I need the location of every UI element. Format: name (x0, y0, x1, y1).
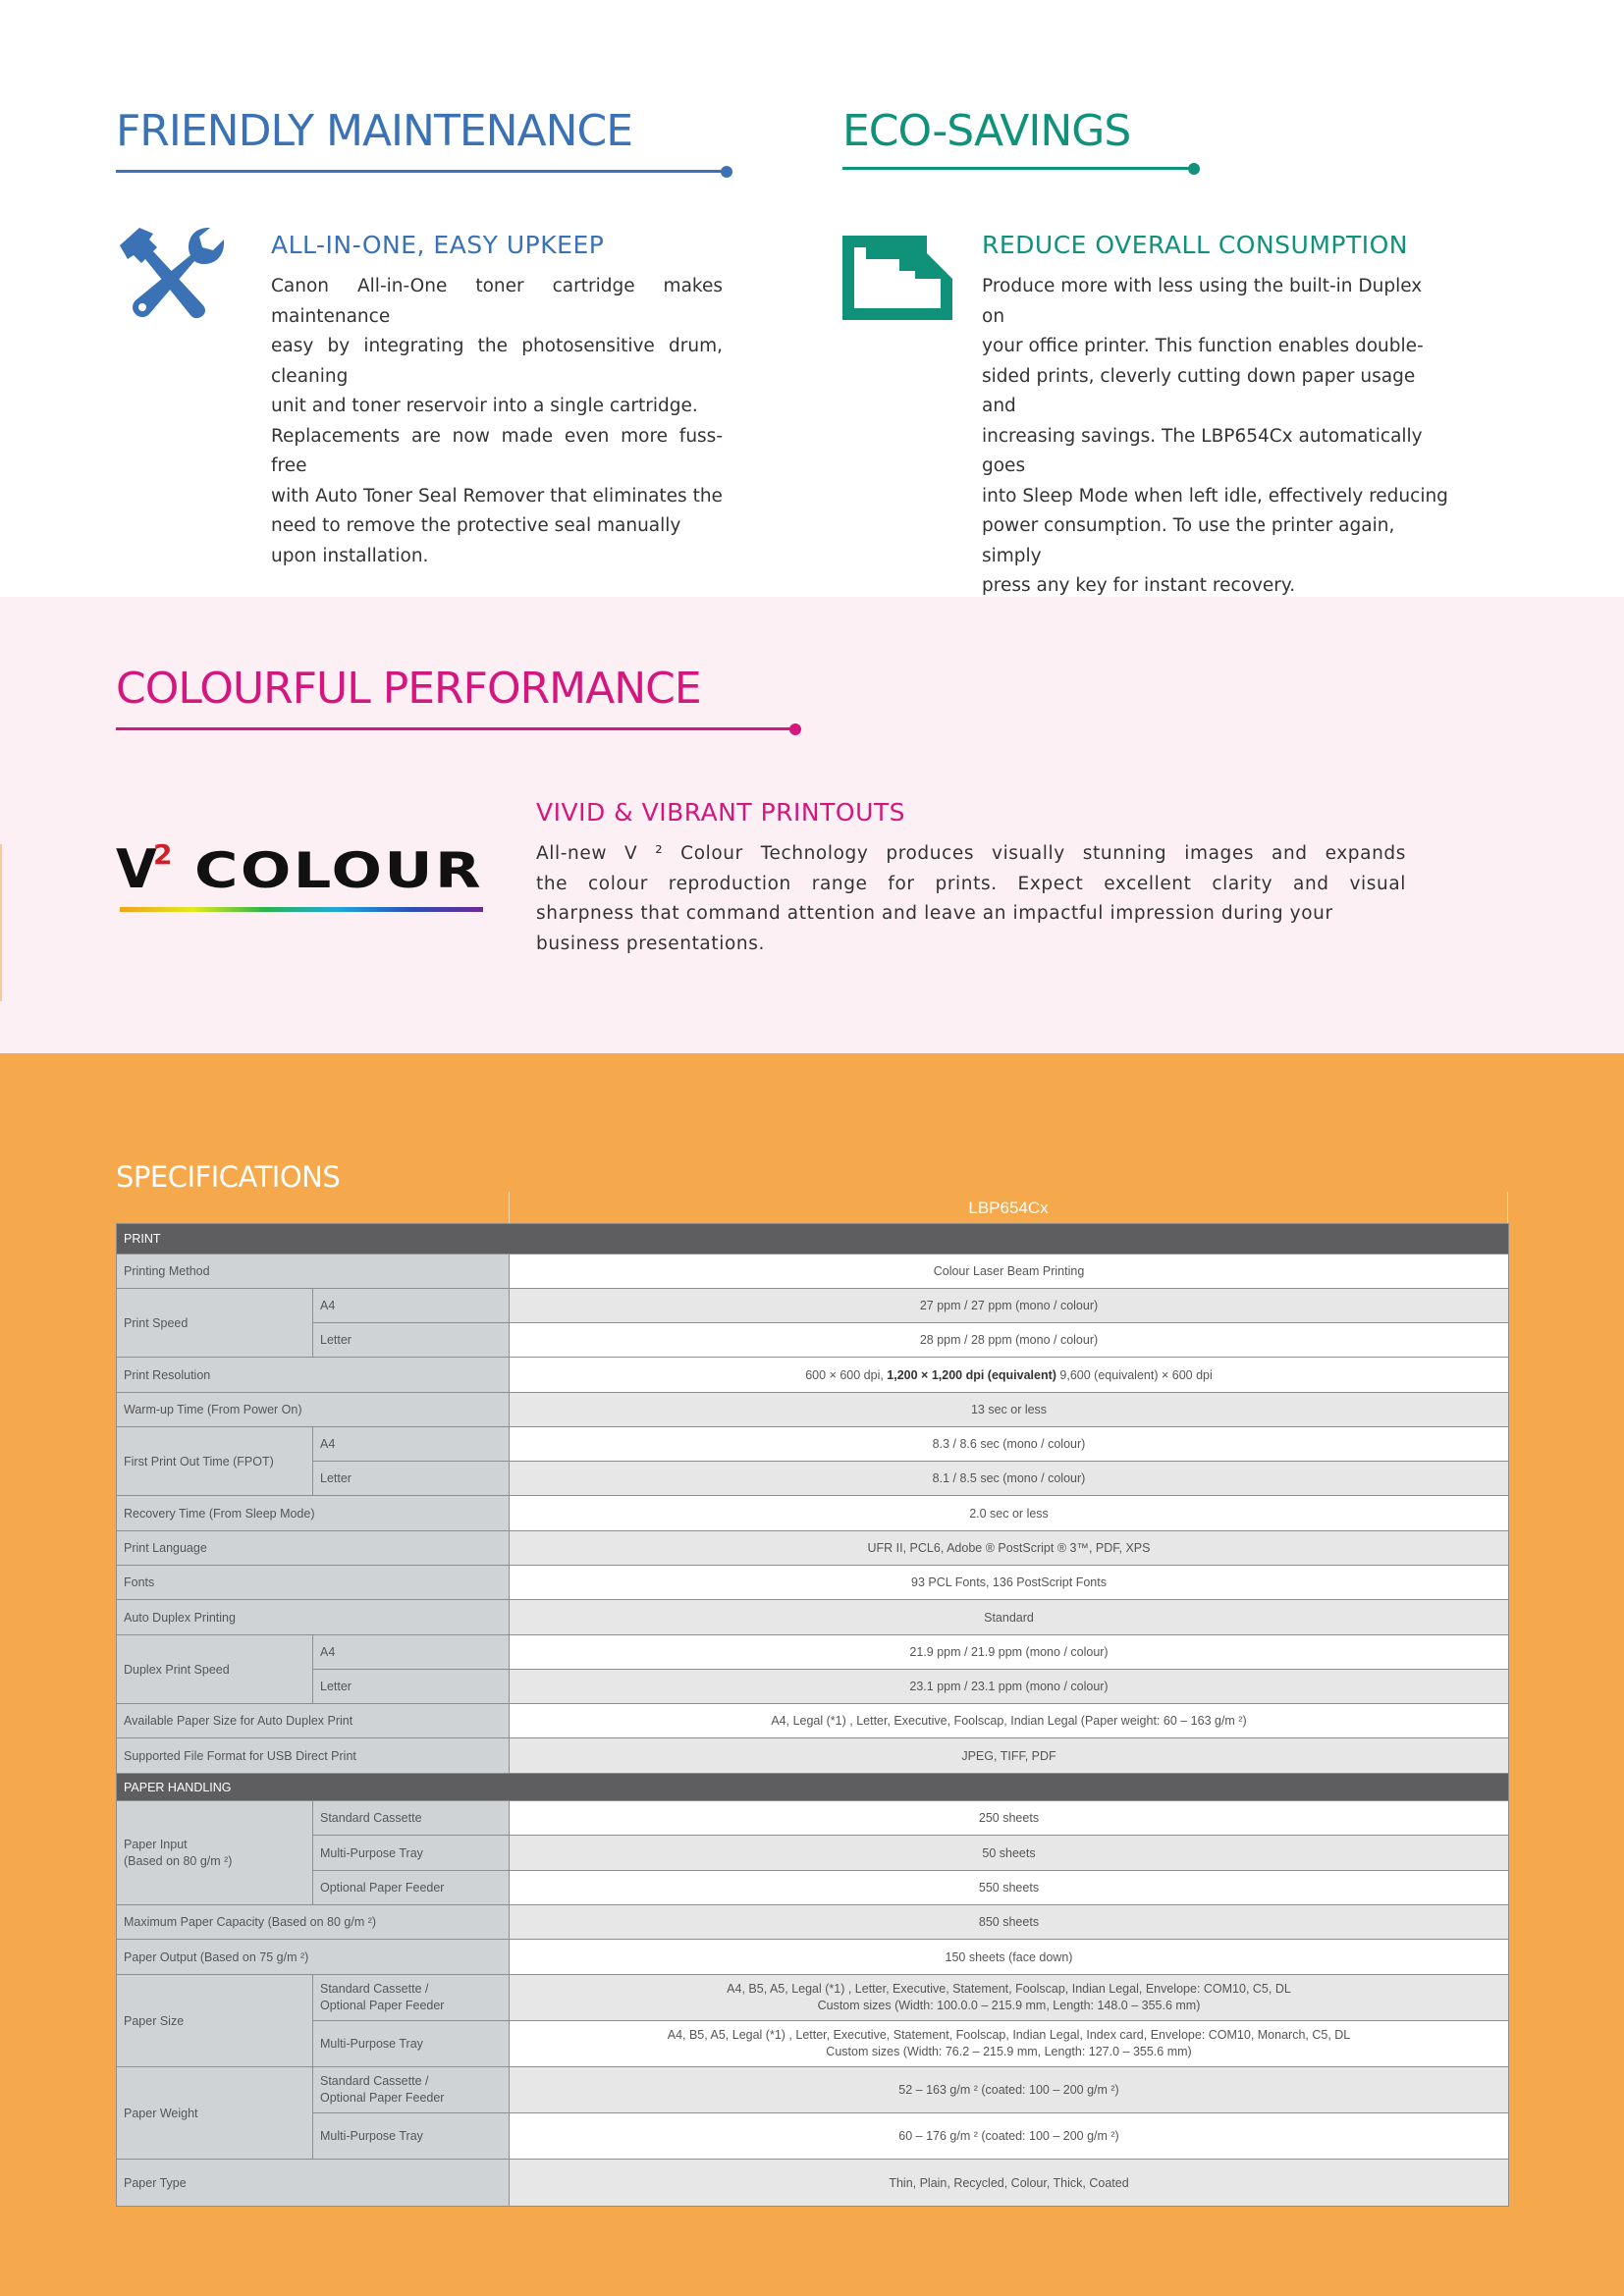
colour-line: All-new V ² Colour Technology produces visually stunning images and expands (536, 843, 1406, 864)
table-section-paper-handling (117, 1774, 1509, 1801)
row-sublabel: A4 (313, 1289, 510, 1323)
table-row (117, 1255, 1509, 1289)
maintenance-line: Canon All-in-One toner cartridge makes maintenance (271, 276, 723, 327)
section-label: PRINT (117, 1224, 1509, 1255)
maintenance-line: upon installation. (271, 545, 429, 566)
duplex-paper-icon (842, 236, 952, 320)
row-value: 27 ppm / 27 ppm (mono / colour) (510, 1289, 1509, 1323)
row-value: 21.9 ppm / 21.9 ppm (mono / colour) (510, 1635, 1509, 1670)
row-sublabel: A4 (313, 1427, 510, 1462)
eco-line: your office printer. This function enables double- (982, 336, 1424, 356)
paper-input-basis: (Based on 80 g/m ²) (124, 1853, 233, 1868)
eco-body (982, 272, 1449, 602)
table-row (117, 1940, 1509, 1975)
eco-line: sided prints, cleverly cutting down paper usage and (982, 365, 1416, 416)
row-sublabel: Standard Cassette (313, 1801, 510, 1836)
row-label: Print Language (117, 1531, 510, 1566)
section-label: PAPER HANDLING (117, 1774, 1509, 1801)
colour-rule (116, 727, 795, 730)
row-value: 52 – 163 g/m ² (coated: 100 – 200 g/m ²) (510, 2067, 1509, 2113)
eco-title: ECO-SAVINGS (842, 106, 1131, 156)
row-value: Standard (510, 1600, 1509, 1635)
table-row (117, 1531, 1509, 1566)
row-value: A4, Legal (*1) , Letter, Executive, Foolscap, Indian Legal (Paper weight: 60 – 163 g/m ²) (510, 1704, 1509, 1738)
sublabel-line: Optional Paper Feeder (320, 1999, 445, 2012)
maintenance-title: FRIENDLY MAINTENANCE (116, 106, 633, 156)
row-value: 550 sheets (510, 1871, 1509, 1905)
maintenance-line: need to remove the protective seal manually (271, 515, 681, 536)
maintenance-line: Replacements are now made even more fuss-free (271, 425, 723, 476)
eco-rule (842, 167, 1196, 170)
row-label: Recovery Time (From Sleep Mode) (117, 1496, 510, 1531)
specifications-title: SPECIFICATIONS (116, 1160, 341, 1194)
table-row (117, 1600, 1509, 1635)
row-label: Paper Type (117, 2160, 510, 2207)
row-value: 150 sheets (face down) (510, 1940, 1509, 1975)
row-label: Duplex Print Speed (117, 1635, 313, 1704)
maintenance-line: unit and toner reservoir into a single cartridge. (271, 396, 698, 416)
value-line: Custom sizes (Width: 76.2 – 215.9 mm, Length: 127.0 – 355.6 mm) (826, 2045, 1192, 2058)
row-value: 50 sheets (510, 1836, 1509, 1871)
row-label: Paper Output (Based on 75 g/m ²) (117, 1940, 510, 1975)
sublabel-line: Standard Cassette / (320, 1982, 429, 1996)
row-label: Maximum Paper Capacity (Based on 80 g/m ²) (117, 1905, 510, 1940)
table-row (117, 1836, 1509, 1871)
eco-line: increasing savings. The LBP654Cx automatically goes (982, 425, 1423, 476)
row-sublabel: Letter (313, 1462, 510, 1496)
svg-text:V: V (116, 838, 157, 900)
paper-input-label: Paper Input (124, 1837, 188, 1851)
table-row (117, 1801, 1509, 1836)
table-row (117, 2021, 1509, 2067)
maintenance-line: easy by integrating the photosensitive drum, cleaning (271, 336, 723, 387)
row-value: UFR II, PCL6, Adobe ® PostScript ® 3™, PDF, XPS (510, 1531, 1509, 1566)
colour-line: sharpness that command attention and leave an impactful impression during your (536, 903, 1333, 924)
row-label: Supported File Format for USB Direct Print (117, 1738, 510, 1774)
maintenance-rule-dot (721, 166, 732, 178)
resolution-standard: 600 × 600 dpi, (805, 1367, 888, 1382)
table-row (117, 1496, 1509, 1531)
eco-line: press any key for instant recovery. (982, 575, 1296, 596)
sublabel-line: Optional Paper Feeder (320, 2091, 445, 2105)
table-row (117, 1566, 1509, 1600)
value-line: A4, B5, A5, Legal (*1) , Letter, Executive, Statement, Foolscap, Indian Legal, Index card, Envelope: COM10, Monarch, C5, DL (667, 2028, 1351, 2042)
row-label: Paper Weight (117, 2067, 313, 2160)
row-sublabel: A4 (313, 1635, 510, 1670)
table-row (117, 1975, 1509, 2021)
tools-icon (114, 224, 230, 320)
row-value (510, 1975, 1509, 2021)
table-row (117, 1462, 1509, 1496)
table-row (117, 1738, 1509, 1774)
specifications-table (116, 1223, 1509, 2207)
colour-body (536, 839, 1406, 959)
row-label: Printing Method (117, 1255, 510, 1289)
resolution-enhanced: 9,600 (equivalent) × 600 dpi (1056, 1367, 1213, 1382)
row-value: 93 PCL Fonts, 136 PostScript Fonts (510, 1566, 1509, 1600)
row-value: 8.3 / 8.6 sec (mono / colour) (510, 1427, 1509, 1462)
table-row (117, 1670, 1509, 1704)
table-row (117, 1427, 1509, 1462)
value-line: Custom sizes (Width: 100.0.0 – 215.9 mm, Length: 148.0 – 355.6 mm) (817, 1999, 1201, 2012)
row-value: 850 sheets (510, 1905, 1509, 1940)
row-label: Paper Size (117, 1975, 313, 2067)
maintenance-line: with Auto Toner Seal Remover that eliminates the (271, 485, 723, 507)
row-sublabel: Optional Paper Feeder (313, 1871, 510, 1905)
sublabel-line: Standard Cassette / (320, 2074, 429, 2088)
colour-title: COLOURFUL PERFORMANCE (116, 664, 701, 714)
value-line: A4, B5, A5, Legal (*1) , Letter, Executive, Statement, Foolscap, Indian Legal, Envelope: COM10, C5, DL (727, 1982, 1291, 1996)
svg-text:COLOUR: COLOUR (194, 842, 483, 899)
table-row (117, 1905, 1509, 1940)
row-sublabel (313, 2067, 510, 2113)
eco-line: power consumption. To use the printer again, simply (982, 515, 1395, 566)
eco-rule-dot (1188, 163, 1200, 175)
svg-text:2: 2 (153, 838, 173, 871)
row-label: First Print Out Time (FPOT) (117, 1427, 313, 1496)
row-value (510, 1358, 1509, 1393)
row-sublabel (313, 1975, 510, 2021)
model-header: LBP654Cx (509, 1192, 1508, 1224)
colour-line: the colour reproduction range for prints. Expect excellent clarity and visual (536, 873, 1406, 894)
maintenance-rule (116, 170, 727, 173)
table-section-print (117, 1224, 1509, 1255)
side-mark (0, 844, 2, 1001)
row-sublabel: Multi-Purpose Tray (313, 2113, 510, 2160)
table-row (117, 1393, 1509, 1427)
colour-line: business presentations. (536, 933, 765, 954)
row-value: 8.1 / 8.5 sec (mono / colour) (510, 1462, 1509, 1496)
resolution-equivalent: 1,200 × 1,200 dpi (equivalent) (887, 1367, 1056, 1382)
maintenance-body (271, 272, 723, 571)
colour-subtitle: VIVID & VIBRANT PRINTOUTS (536, 798, 906, 827)
table-row (117, 1704, 1509, 1738)
eco-line: into Sleep Mode when left idle, effectively reducing (982, 485, 1448, 507)
row-value: 250 sheets (510, 1801, 1509, 1836)
table-row (117, 1289, 1509, 1323)
row-value: 28 ppm / 28 ppm (mono / colour) (510, 1323, 1509, 1358)
v2-colour-logo (116, 834, 485, 918)
row-sublabel: Multi-Purpose Tray (313, 2021, 510, 2067)
table-row (117, 1358, 1509, 1393)
row-label: Warm-up Time (From Power On) (117, 1393, 510, 1427)
table-row (117, 1635, 1509, 1670)
row-value: Colour Laser Beam Printing (510, 1255, 1509, 1289)
table-row (117, 1323, 1509, 1358)
row-label (117, 1801, 313, 1905)
row-sublabel: Letter (313, 1323, 510, 1358)
row-label: Fonts (117, 1566, 510, 1600)
row-label: Auto Duplex Printing (117, 1600, 510, 1635)
row-value: 2.0 sec or less (510, 1496, 1509, 1531)
row-sublabel: Letter (313, 1670, 510, 1704)
table-row (117, 2113, 1509, 2160)
row-label: Available Paper Size for Auto Duplex Print (117, 1704, 510, 1738)
eco-line: Produce more with less using the built-in Duplex on (982, 276, 1423, 327)
row-value: JPEG, TIFF, PDF (510, 1738, 1509, 1774)
row-value: 13 sec or less (510, 1393, 1509, 1427)
colour-rule-dot (789, 723, 801, 735)
row-sublabel: Multi-Purpose Tray (313, 1836, 510, 1871)
table-row (117, 2160, 1509, 2207)
row-value: 60 – 176 g/m ² (coated: 100 – 200 g/m ²) (510, 2113, 1509, 2160)
row-value: 23.1 ppm / 23.1 ppm (mono / colour) (510, 1670, 1509, 1704)
row-label: Print Speed (117, 1289, 313, 1358)
eco-subtitle: REDUCE OVERALL CONSUMPTION (982, 231, 1408, 259)
maintenance-subtitle: ALL-IN-ONE, EASY UPKEEP (271, 231, 605, 259)
table-row (117, 2067, 1509, 2113)
row-value (510, 2021, 1509, 2067)
row-label: Print Resolution (117, 1358, 510, 1393)
row-value: Thin, Plain, Recycled, Colour, Thick, Coated (510, 2160, 1509, 2207)
table-row (117, 1871, 1509, 1905)
